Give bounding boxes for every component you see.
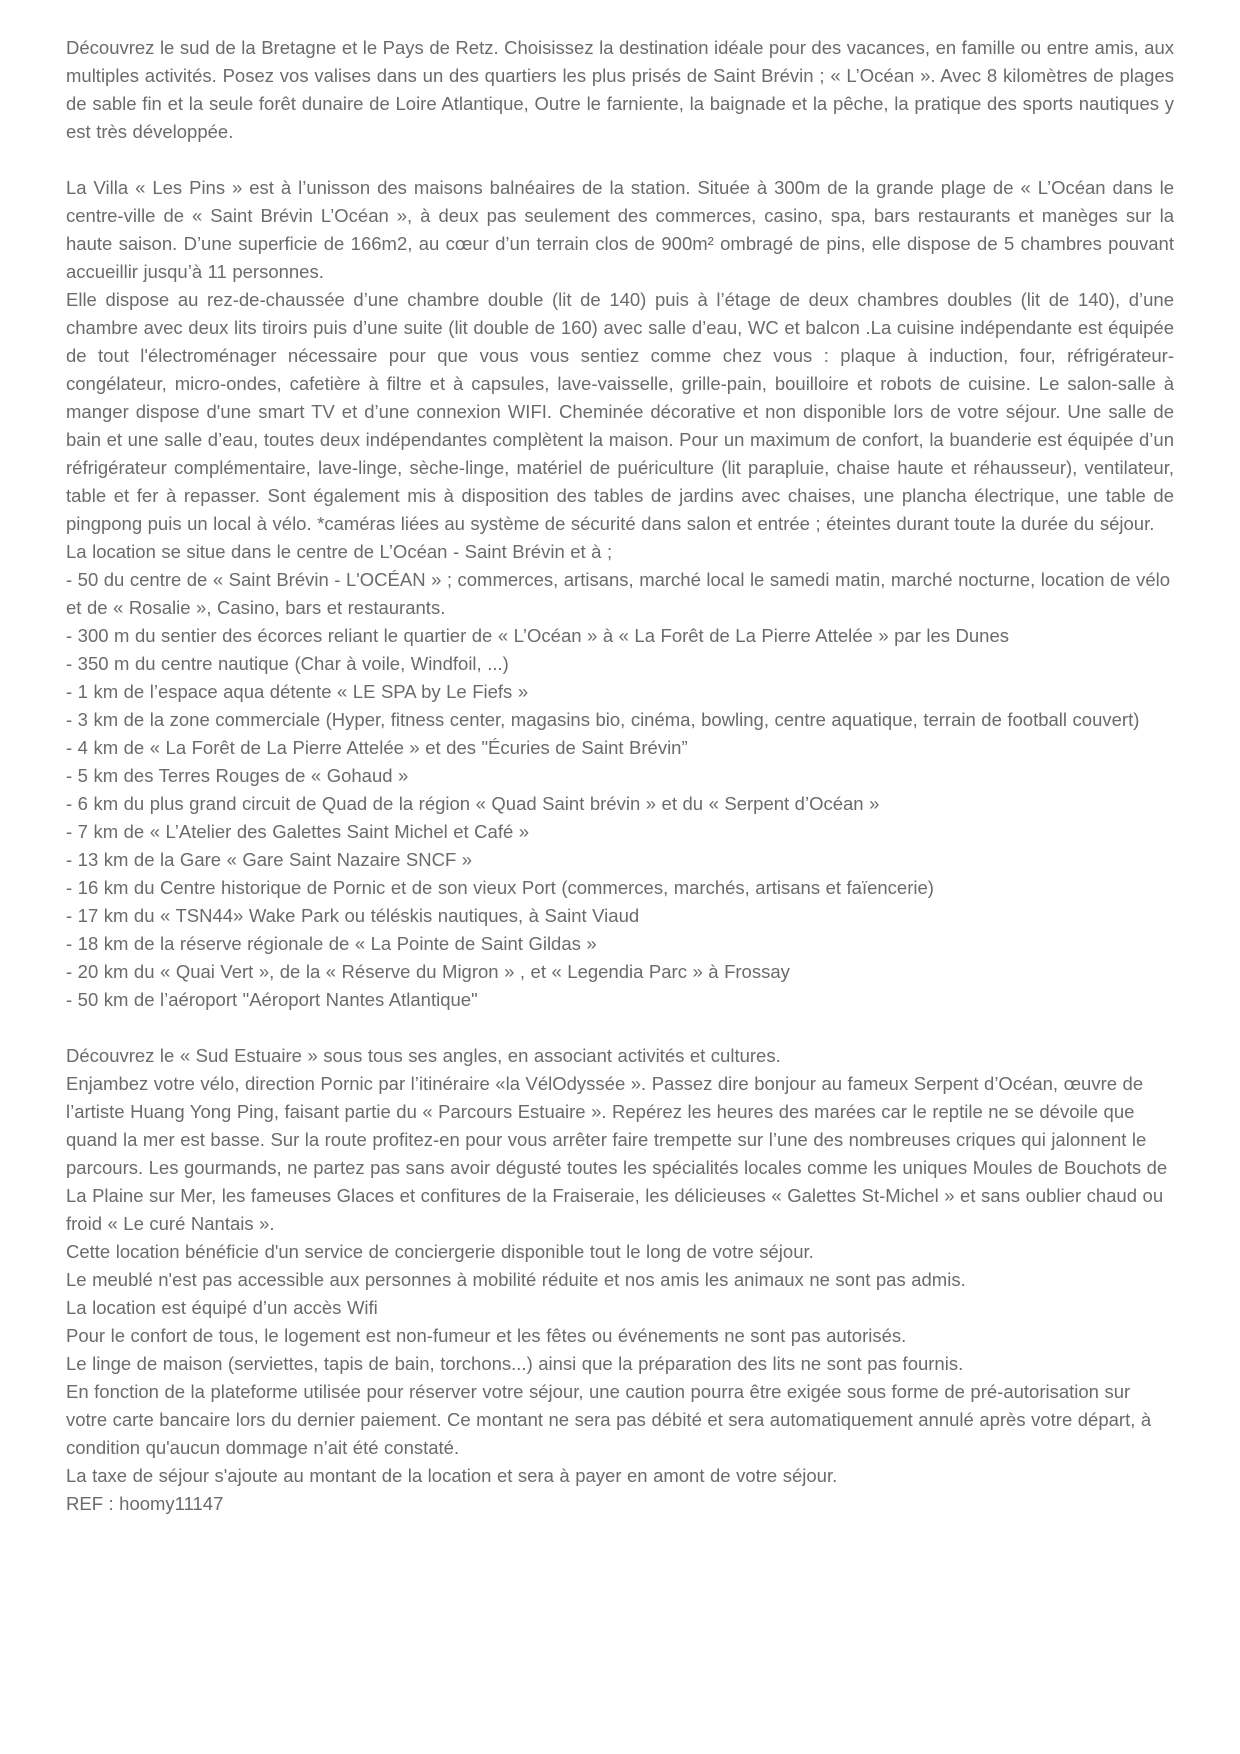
distance-item-300m: - 300 m du sentier des écorces reliant le quartier de « L’Océan » à « La Forêt de La Pierre Attelée » par les Dunes (66, 625, 1010, 646)
note-conciergerie: Cette location bénéficie d'un service de conciergerie disponible tout le long de votre séjour. (66, 1241, 814, 1262)
distance-item-50km: - 50 km de l’aéroport "Aéroport Nantes Atlantique" (66, 989, 478, 1010)
distance-item-20km: - 20 km du « Quai Vert », de la « Réserve du Migron » , et « Legendia Parc » à Frossay (66, 961, 790, 982)
distance-item-13km: - 13 km de la Gare « Gare Saint Nazaire SNCF » (66, 849, 473, 870)
location-intro-line: La location se situe dans le centre de L’Océan - Saint Brévin et à ; (66, 541, 613, 562)
note-linge: Le linge de maison (serviettes, tapis de bain, torchons...) ainsi que la préparation des lits ne sont pas fournis. (66, 1353, 964, 1374)
distance-item-17km: - 17 km du « TSN44» Wake Park ou téléskis nautiques, à Saint Viaud (66, 905, 640, 926)
note-caution: En fonction de la plateforme utilisée pour réserver votre séjour, une caution pourra être exigée sous forme de pré-autorisation sur votre carte bancaire lors du dernier paiement. Ce montant ne sera pas débité et sera automatiquement annulé après votre départ, à condition qu'aucun dommage n’ait été constaté. (66, 1381, 1152, 1458)
villa-details-paragraph: Elle dispose au rez-de-chaussée d’une chambre double (lit de 140) puis à l’étage de deux chambres doubles (lit de 140), d’une chambre avec deux lits tiroirs puis d’une suite (lit double de 160) avec salle d’eau, WC et balcon .La cuisine indépendante est équipée de tout l'électroménager nécessaire pour que vous vous sentiez comme chez vous : plaque à induction, four, réfrigérateur-congélateur, micro-ondes, cafetière à filtre et à capsules, lave-vaisselle, grille-pain, bouilloire et robots de cuisine. Le salon-salle à manger dispose d'une smart TV et d’une connexion WIFI. Cheminée décorative et non disponible lors de votre séjour. Une salle de bain et une salle d’eau, toutes deux indépendantes complètent la maison. Pour un maximum de confort, la buanderie est équipée d’un réfrigérateur complémentaire, lave-linge, sèche-linge, matériel de puériculture (lit parapluie, chaise haute et réhausseur), ventilateur, table et fer à repasser. Sont également mis à disposition des tables de jardins avec chaises, une plancha électrique, une table de pingpong puis un local à vélo. *caméras liées au système de sécurité dans salon et entrée ; éteintes durant toute la durée du séjour. (66, 289, 1174, 534)
distance-item-4km: - 4 km de « La Forêt de La Pierre Attelée » et des "Écuries de Saint Brévin” (66, 737, 688, 758)
distance-item-6km: - 6 km du plus grand circuit de Quad de la région « Quad Saint brévin » et du « Serpent d’Océan » (66, 793, 880, 814)
distance-item-7km: - 7 km de « L’Atelier des Galettes Saint Michel et Café » (66, 821, 530, 842)
distance-item-16km: - 16 km du Centre historique de Pornic et de son vieux Port (commerces, marchés, artisans et faïencerie) (66, 877, 934, 898)
note-accessibilite-animaux: Le meublé n'est pas accessible aux personnes à mobilité réduite et nos amis les animaux ne sont pas admis. (66, 1269, 966, 1290)
distance-item-1km: - 1 km de l’espace aqua détente « LE SPA by Le Fiefs » (66, 681, 529, 702)
sud-estuaire-intro-line: Découvrez le « Sud Estuaire » sous tous ses angles, en associant activités et cultures. (66, 1045, 781, 1066)
villa-overview-paragraph: La Villa « Les Pins » est à l’unisson des maisons balnéaires de la station. Située à 300m de la grande plage de « L’Océan dans le centre-ville de « Saint Brévin L’Océan », à deux pas seulement des commerces, casino, spa, bars restaurants et manèges sur la haute saison. D’une superficie de 166m2, au cœur d’un terrain clos de 900m² ombragé de pins, elle dispose de 5 chambres pouvant accueillir jusqu’à 11 personnes. (66, 177, 1174, 282)
reference-line: REF : hoomy11147 (66, 1493, 224, 1514)
note-non-fumeur: Pour le confort de tous, le logement est non-fumeur et les fêtes ou événements ne sont pas autorisés. (66, 1325, 907, 1346)
distance-item-50m: - 50 du centre de « Saint Brévin - L'OCÉAN » ; commerces, artisans, marché local le samedi matin, marché nocturne, location de vélo et de « Rosalie », Casino, bars et restaurants. (66, 569, 1171, 618)
distance-item-5km: - 5 km des Terres Rouges de « Gohaud » (66, 765, 409, 786)
distance-item-350m: - 350 m du centre nautique (Char à voile, Windfoil, ...) (66, 653, 509, 674)
intro-paragraph: Découvrez le sud de la Bretagne et le Pays de Retz. Choisissez la destination idéale pour des vacances, en famille ou entre amis, aux multiples activités. Posez vos valises dans un des quartiers les plus prisés de Saint Brévin ; « L’Océan ». Avec 8 kilomètres de plages de sable fin et la seule forêt dunaire de Loire Atlantique, Outre le farniente, la baignade et la pêche, la pratique des sports nautiques y est très développée. (66, 37, 1174, 142)
distance-item-3km: - 3 km de la zone commerciale (Hyper, fitness center, magasins bio, cinéma, bowling, centre aquatique, terrain de football couvert) (66, 709, 1140, 730)
distance-item-18km: - 18 km de la réserve régionale de « La Pointe de Saint Gildas » (66, 933, 597, 954)
note-wifi: La location est équipé d’un accès Wifi (66, 1297, 378, 1318)
note-taxe-sejour: La taxe de séjour s'ajoute au montant de la location et sera à payer en amont de votre séjour. (66, 1465, 838, 1486)
sud-estuaire-details-paragraph: Enjambez votre vélo, direction Pornic par l’itinéraire «la VélOdyssée ». Passez dire bonjour au fameux Serpent d’Océan, œuvre de l’artiste Huang Yong Ping, faisant partie du « Parcours Estuaire ». Repérez les heures des marées car le reptile ne se dévoile que quand la mer est basse. Sur la route profitez-en pour vous arrêter faire trempette sur l’une des nombreuses criques qui jalonnent le parcours. Les gourmands, ne partez pas sans avoir dégusté toutes les spécialités locales comme les uniques Moules de Bouchots de La Plaine sur Mer, les fameuses Glaces et confitures de la Fraiseraie, les délicieuses « Galettes St-Michel » et sans oublier chaud ou froid « Le curé Nantais ». (66, 1073, 1168, 1234)
